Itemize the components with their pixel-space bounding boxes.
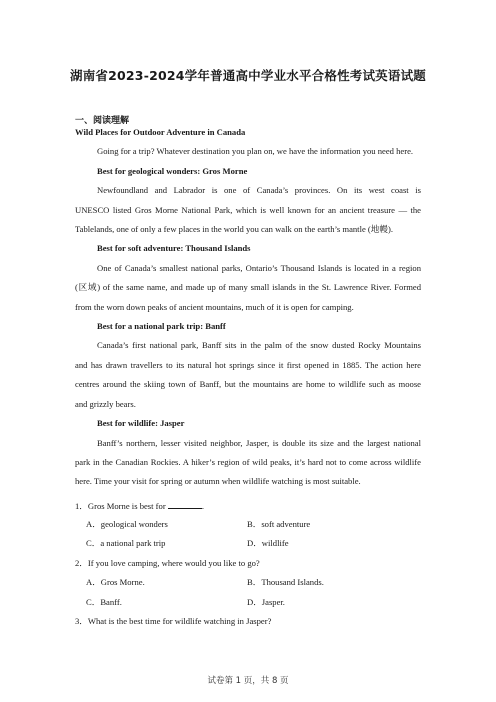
question-3: 3．What is the best time for wildlife watching in Jasper? xyxy=(75,616,272,626)
q1-option-d: D．wildlife xyxy=(247,538,289,548)
q2-option-d: D．Jasper. xyxy=(247,597,285,607)
gros-morne-line-3: Tablelands, one of only a few places in the world you can walk on the earth’s mantle (地幔). xyxy=(75,224,393,235)
thousand-islands-line-3: from the worn down peaks of ancient mountains, much of it is open for camping. xyxy=(75,301,354,312)
banff-line-3: centres around the skiing town of Banff, but the mountains are home to wildlife such as moose xyxy=(75,379,421,390)
section-heading: 一、阅读理解 xyxy=(75,116,130,126)
q2-option-a: A．Gros Morne. xyxy=(86,577,145,587)
thousand-islands-line-2: (区域) of the same name, and made up of many small islands in the St. Lawrence River. Formed xyxy=(75,282,421,293)
q1-option-a: A．geological wonders xyxy=(86,519,168,529)
jasper-line-1: Banff’s northern, lesser visited neighbor, Jasper, is double its size and the largest national xyxy=(97,437,421,448)
jasper-line-3: here. Time your visit for spring or autumn when wildlife watching is most suitable. xyxy=(75,476,361,487)
question-1 xyxy=(75,499,204,512)
question-1-period: . xyxy=(201,501,205,511)
passage-title: Wild Places for Outdoor Adventure in Canada xyxy=(75,127,246,137)
q1-option-c: C．a national park trip xyxy=(86,538,166,548)
banff-line-2: and has drawn travellers to its natural hot springs since it first opened in 1885. The action here xyxy=(75,359,421,370)
page-footer: 试卷第 1 页，共 8 页 xyxy=(207,676,289,686)
thousand-islands-line-1: One of Canada’s smallest national parks, Ontario’s Thousand Islands is located in a region xyxy=(97,262,421,273)
exam-title: 湖南省2023-2024学年普通高中学业水平合格性考试英语试题 xyxy=(70,68,426,83)
thousand-islands-heading: Best for soft adventure: Thousand Islands xyxy=(97,243,251,254)
jasper-line-2: park in the Canadian Rockies. A hiker’s region of wild peaks, it’s hard not to come across wildlife xyxy=(75,456,421,467)
banff-line-4: and grizzly bears. xyxy=(75,398,136,409)
gros-morne-heading: Best for geological wonders: Gros Morne xyxy=(97,165,248,176)
q1-option-b: B．soft adventure xyxy=(247,519,311,529)
jasper-heading: Best for wildlife: Jasper xyxy=(97,418,185,429)
intro-paragraph: Going for a trip? Whatever destination you plan on, we have the information you need here. xyxy=(97,146,414,157)
gros-morne-line-1: Newfoundland and Labrador is one of Canada’s provinces. On its west coast is xyxy=(97,185,421,196)
q2-option-b: B．Thousand Islands. xyxy=(247,577,324,587)
question-2: 2．If you love camping, where would you like to go? xyxy=(75,558,260,568)
gros-morne-line-2: UNESCO listed Gros Morne National Park, which is well known for an ancient treasure — the xyxy=(75,204,421,215)
answer-blank xyxy=(168,499,205,511)
passage xyxy=(75,123,421,492)
q2-option-c: C．Banff. xyxy=(86,597,122,607)
question-1-stem: 1．Gros Morne is best for xyxy=(75,501,166,511)
banff-line-1: Canada’s first national park, Banff sits in the palm of the snow dusted Rocky Mountains xyxy=(97,340,421,351)
banff-heading: Best for a national park trip: Banff xyxy=(97,321,226,332)
